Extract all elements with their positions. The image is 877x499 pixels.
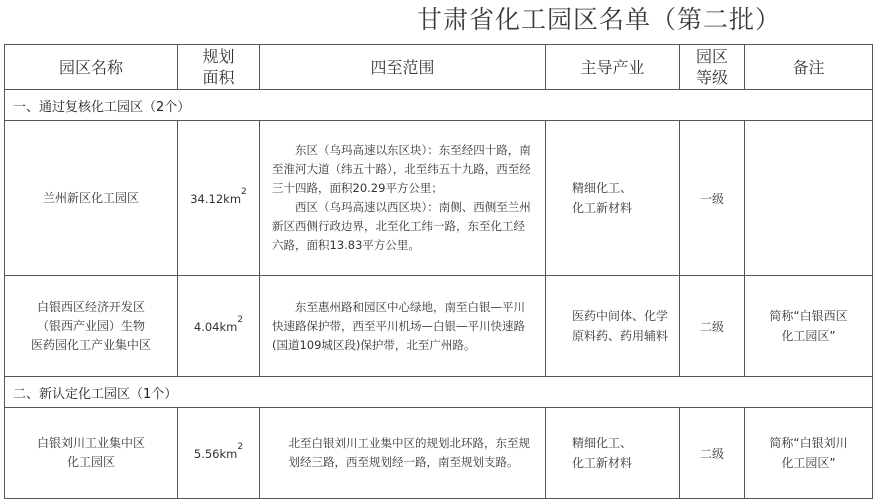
park-level: 二级 bbox=[680, 408, 745, 499]
area-unit-sup: 2 bbox=[241, 186, 247, 197]
header-note: 备注 bbox=[745, 45, 873, 90]
park-note bbox=[745, 121, 873, 276]
header-level-line1: 园区 bbox=[695, 47, 728, 66]
note-line: 简称“白银西区 bbox=[769, 309, 848, 323]
park-name-line: （银西产业园）生物 bbox=[36, 318, 145, 333]
area-value: 34.12km bbox=[190, 191, 242, 206]
park-name bbox=[5, 408, 178, 499]
park-industry bbox=[546, 408, 680, 499]
note-line: 化工园区” bbox=[781, 456, 836, 470]
park-name-line: 白银刘川工业集中区 bbox=[36, 436, 145, 450]
scope-paragraph: 东至惠州路和园区中心绿地，南至白银—平川快速路保护带，西至平川机场—白银—平川快速路(国道109城区段)保护带，北至广州路。 bbox=[272, 299, 525, 352]
park-name bbox=[5, 121, 178, 276]
park-level: 二级 bbox=[680, 276, 745, 377]
park-name-line: 白银西区经济开发区 bbox=[36, 299, 145, 314]
header-scope: 四至范围 bbox=[260, 45, 546, 90]
table-row bbox=[5, 276, 873, 377]
header-area-line1: 规划 bbox=[202, 47, 235, 66]
header-area-line2: 面积 bbox=[202, 68, 235, 87]
park-scope bbox=[260, 408, 546, 499]
header-area bbox=[178, 45, 260, 90]
area-unit-sup: 2 bbox=[237, 314, 244, 325]
park-name-line: 化工园区 bbox=[66, 455, 115, 469]
section-row bbox=[5, 377, 873, 408]
header-row bbox=[5, 45, 873, 90]
industry-line: 化工新材料 bbox=[572, 456, 633, 470]
section-label: 一、通过复核化工园区（2个） bbox=[5, 90, 873, 121]
park-list-table bbox=[4, 44, 873, 499]
section-label: 二、新认定化工园区（1个） bbox=[5, 377, 873, 408]
header-industry: 主导产业 bbox=[546, 45, 680, 90]
scope-paragraph: 东区（乌玛高速以东区块）：东至经四十路，南至淮河大道（纬五十路），北至纬五十九路，西至经三十四路，面积20.29平方公里； bbox=[272, 143, 531, 195]
park-area bbox=[178, 276, 260, 377]
table-row bbox=[5, 408, 873, 499]
page-title: 甘肃省化工园区名单（第二批） bbox=[416, 5, 781, 34]
section-row bbox=[5, 90, 873, 121]
park-name bbox=[5, 276, 178, 377]
area-unit-sup: 2 bbox=[237, 441, 244, 452]
industry-line: 医药中间体、化学 bbox=[572, 309, 669, 323]
area-value: 5.56km bbox=[193, 446, 238, 461]
scope-paragraph: 西区（乌玛高速以西区块）：南侧、西侧至兰州新区西侧行政边界，北至化工纬一路，东至化工经六路，面积13.83平方公里。 bbox=[272, 200, 531, 252]
industry-line: 精细化工、 bbox=[572, 436, 633, 450]
industry-line: 原料药、药用辅料 bbox=[572, 329, 669, 343]
industry-line: 化工新材料 bbox=[572, 201, 633, 215]
park-area bbox=[178, 408, 260, 499]
note-line: 简称“白银刘川 bbox=[769, 436, 848, 450]
header-level bbox=[680, 45, 745, 90]
park-note bbox=[745, 408, 873, 499]
park-name-line: 兰州新区化工园区 bbox=[42, 190, 139, 205]
note-line: 化工园区” bbox=[781, 329, 836, 343]
park-area bbox=[178, 121, 260, 276]
industry-line: 精细化工、 bbox=[572, 181, 633, 195]
table-row bbox=[5, 121, 873, 276]
scope-paragraph: 北至白银刘川工业集中区的规划北环路，东至规划经三路，西至规划经一路，南至规划支路。 bbox=[288, 436, 530, 469]
park-scope bbox=[260, 276, 546, 377]
park-note bbox=[745, 276, 873, 377]
header-name: 园区名称 bbox=[5, 45, 178, 90]
park-level: 一级 bbox=[680, 121, 745, 276]
park-industry bbox=[546, 121, 680, 276]
area-value: 4.04km bbox=[193, 319, 238, 334]
park-scope bbox=[260, 121, 546, 276]
park-name-line: 医药园化工产业集中区 bbox=[30, 337, 151, 352]
park-industry bbox=[546, 276, 680, 377]
header-level-line2: 等级 bbox=[695, 68, 728, 87]
